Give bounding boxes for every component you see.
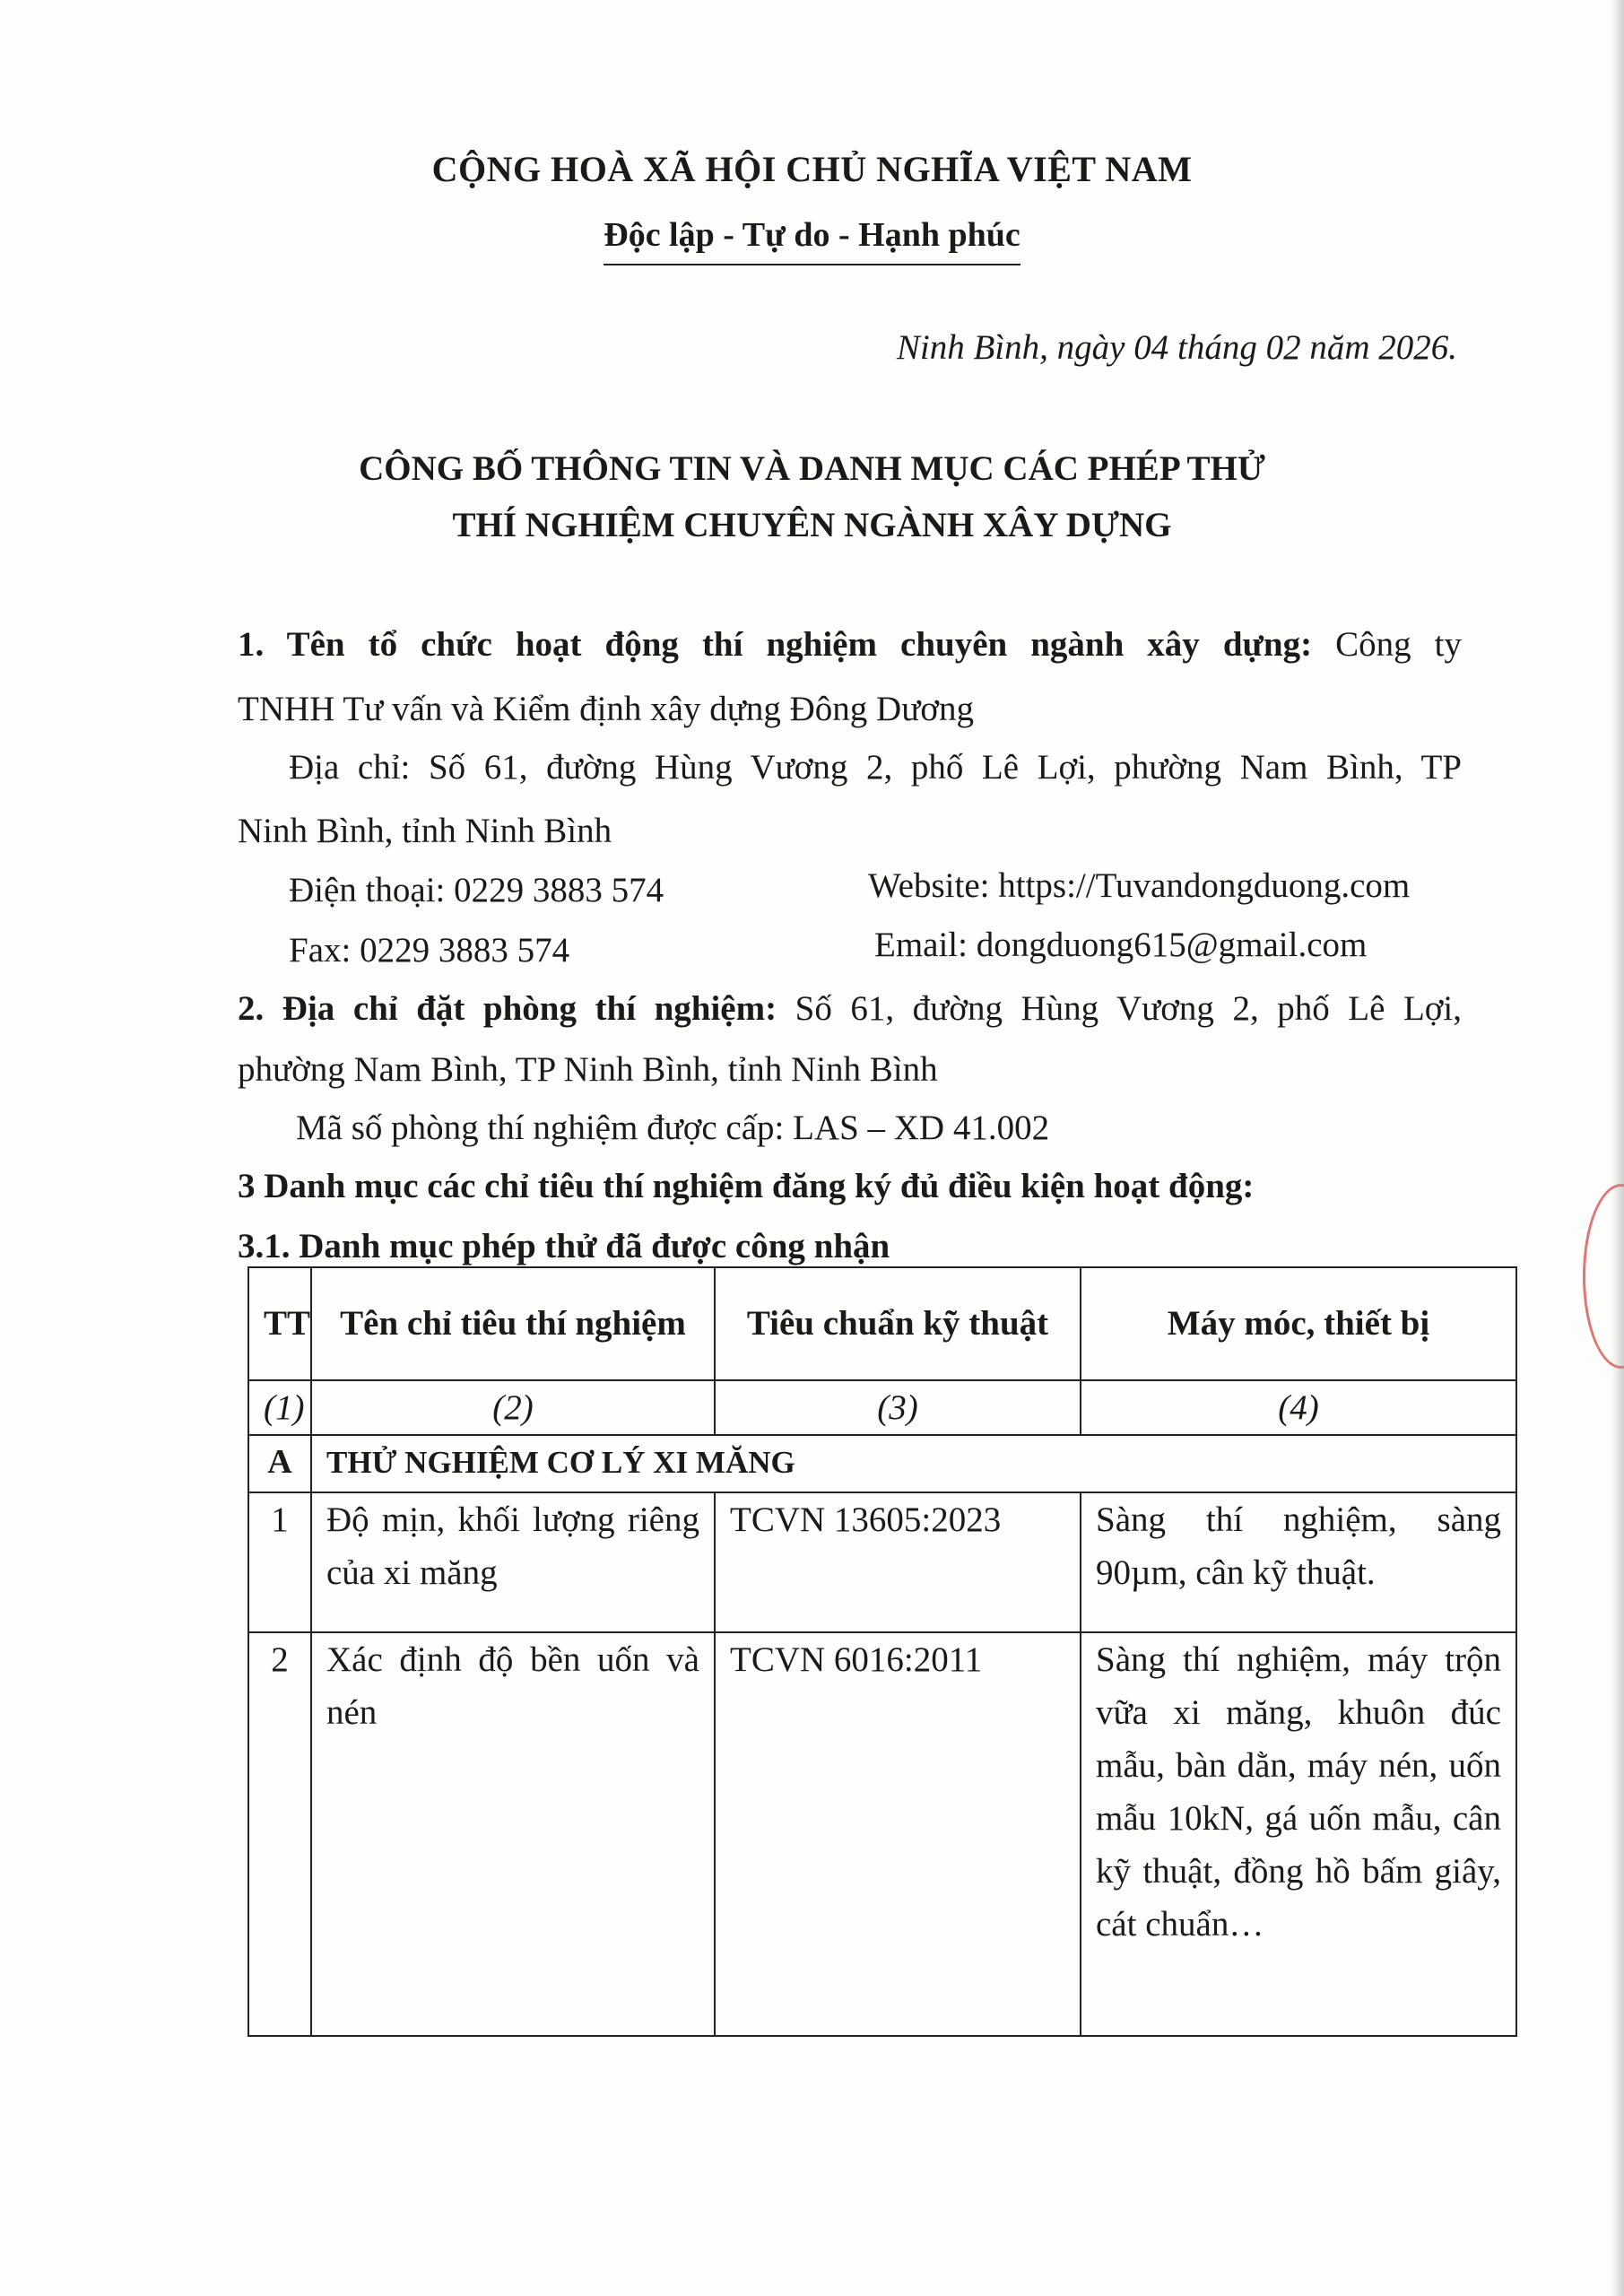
- index-cell: (3): [715, 1380, 1081, 1435]
- section1-website: Website: https://Tuvandongduong.com: [868, 866, 1411, 905]
- section1-fax: Fax: 0229 3883 574: [289, 931, 570, 970]
- section1-first-line: [238, 624, 1462, 665]
- section-title: THỬ NGHIỆM CƠ LÝ XI MĂNG: [311, 1435, 1516, 1492]
- header-equipment: Máy móc, thiết bị: [1081, 1267, 1516, 1380]
- table-index-row: [248, 1380, 1516, 1435]
- document-title-line2: THÍ NGHIỆM CHUYÊN NGÀNH XÂY DỰNG: [452, 506, 1172, 544]
- section1-address-line1: Địa chỉ: Số 61, đường Hùng Vương 2, phố Lê Lợi, phường Nam Bình, TP: [289, 748, 1462, 787]
- row-tt: 1: [248, 1492, 311, 1632]
- index-cell: (4): [1081, 1380, 1516, 1435]
- section1-org-part2: TNHH Tư vấn và Kiểm định xây dựng Đông Dương: [238, 690, 974, 728]
- section1-label: 1. Tên tổ chức hoạt động thí nghiệm chuyên ngành xây dựng:: [238, 625, 1313, 664]
- row-equipment: Sàng thí nghiệm, máy trộn vữa xi măng, khuôn đúc mẫu, bàn dằn, máy nén, uốn mẫu 10kN, gá uốn mẫu, cân kỹ thuật, đồng hồ bấm giây, cát chuẩn…: [1081, 1632, 1516, 2036]
- section2-address-part2: phường Nam Bình, TP Ninh Bình, tỉnh Ninh Bình: [238, 1050, 938, 1089]
- index-cell: (1): [248, 1380, 311, 1435]
- section1-phone: Điện thoại: 0229 3883 574: [289, 871, 664, 909]
- table-header-row: [248, 1267, 1516, 1380]
- row-test-name: Xác định độ bền uốn và nén: [311, 1632, 715, 2036]
- row-equipment: Sàng thí nghiệm, sàng 90µm, cân kỹ thuật.: [1081, 1492, 1516, 1632]
- national-title: CỘNG HOÀ XÃ HỘI CHỦ NGHĨA VIỆT NAM: [431, 149, 1193, 189]
- section2-label: 2. Địa chỉ đặt phòng thí nghiệm:: [238, 989, 777, 1028]
- section3-label: 3 Danh mục các chỉ tiêu thí nghiệm đăng ký đủ điều kiện hoạt động:: [238, 1167, 1255, 1205]
- section2-first-line: [238, 988, 1462, 1029]
- row-standard: TCVN 6016:2011: [715, 1632, 1081, 2036]
- section1-org-part1: Công ty: [1335, 625, 1463, 664]
- motto-wrap: [0, 215, 1624, 265]
- table-row: [248, 1632, 1516, 2036]
- section3-sub-label: 3.1. Danh mục phép thử đã được công nhận: [238, 1227, 890, 1265]
- table-section-row: [248, 1435, 1516, 1492]
- section1-email: Email: dongduong615@gmail.com: [874, 926, 1368, 964]
- header-standard: Tiêu chuẩn kỹ thuật: [715, 1267, 1081, 1380]
- test-catalog-table: [248, 1266, 1517, 2037]
- header-test-name: Tên chỉ tiêu thí nghiệm: [311, 1267, 715, 1380]
- index-cell: (2): [311, 1380, 715, 1435]
- section1-address-line2: Ninh Bình, tỉnh Ninh Bình: [238, 812, 612, 850]
- row-standard: TCVN 13605:2023: [715, 1492, 1081, 1632]
- document-title-line1: CÔNG BỐ THÔNG TIN VÀ DANH MỤC CÁC PHÉP THỬ: [359, 449, 1265, 488]
- row-tt: 2: [248, 1632, 311, 2036]
- header-tt: TT: [248, 1267, 311, 1380]
- table-row: [248, 1492, 1516, 1632]
- section-letter: A: [248, 1435, 311, 1492]
- scan-edge-shadow: [1611, 0, 1624, 2296]
- section2-address-part1: Số 61, đường Hùng Vương 2, phố Lê Lợi,: [795, 989, 1462, 1028]
- national-motto: Độc lập - Tự do - Hạnh phúc: [604, 215, 1020, 265]
- date-line: Ninh Bình, ngày 04 tháng 02 năm 2026.: [896, 328, 1457, 367]
- row-test-name: Độ mịn, khối lượng riêng của xi măng: [311, 1492, 715, 1632]
- section2-lab-code: Mã số phòng thí nghiệm được cấp: LAS – XD 41.002: [296, 1109, 1050, 1147]
